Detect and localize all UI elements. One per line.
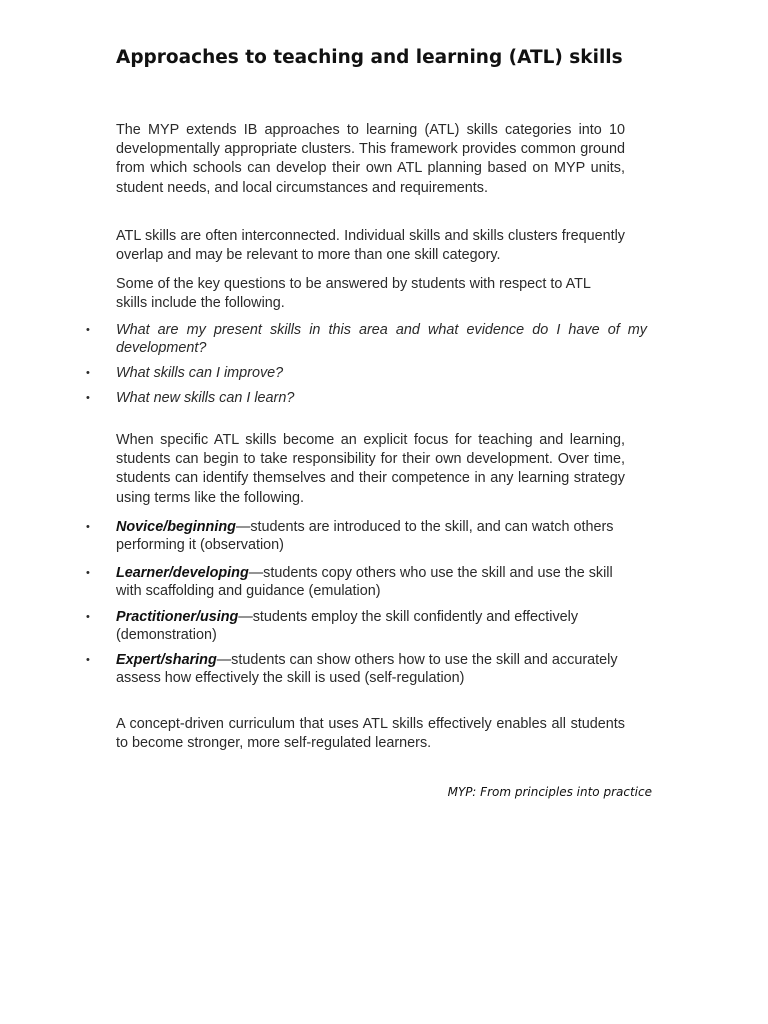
conclusion-paragraph: A concept-driven curriculum that uses ATL skills effectively enables all students to become stronger, more self-regulated learners. [116, 716, 625, 752]
level-term: Expert/sharing [116, 652, 217, 668]
question-text: What new skills can I learn? [116, 390, 295, 406]
intro-paragraph: The MYP extends IB approaches to learning (ATL) skills categories into 10 developmentally appropriate clusters. This framework provides common ground from which schools can develop their own ATL planning based on MYP units, student needs, and local circumstances and requirements. [116, 122, 625, 196]
bullet-icon: • [86, 367, 90, 379]
level-description: —students are introduced to the skill, and can watch others performing it (observation) [116, 519, 614, 553]
bullet-icon: • [86, 611, 90, 623]
bullet-icon: • [86, 392, 90, 404]
question-text: What are my present skills in this area and what evidence do I have of my development? [116, 322, 647, 356]
bullet-icon: • [86, 654, 90, 666]
bullet-icon: • [86, 567, 90, 579]
bullet-icon: • [86, 521, 90, 533]
bullet-icon: • [86, 324, 90, 336]
interconnected-paragraph: ATL skills are often interconnected. Individual skills and skills clusters frequently overlap and may be relevant to more than one skill category. [116, 228, 625, 264]
level-term: Novice/beginning [116, 519, 236, 535]
level-text [116, 518, 626, 554]
skills-focus-paragraph: When specific ATL skills become an explicit focus for teaching and learning, students can begin to take responsibility for their own development. Over time, students can identify themselves and their competence in any learning strategy using terms like the following. [116, 432, 625, 506]
key-questions-paragraph: Some of the key questions to be answered by students with respect to ATL skills include the following. [116, 276, 591, 312]
level-description: —students employ the skill confidently and effectively (demonstration) [116, 609, 579, 643]
source-citation: MYP: From principles into practice [447, 785, 652, 799]
page-title: Approaches to teaching and learning (ATL) skills [116, 47, 623, 68]
level-text [116, 651, 626, 687]
level-description: —students can show others how to use the skill and accurately assess how effectively the skill is used (self-regulation) [116, 652, 618, 686]
question-text: What skills can I improve? [116, 365, 284, 381]
level-term: Learner/developing [116, 565, 249, 581]
level-text [116, 564, 626, 600]
level-text [116, 608, 626, 644]
level-term: Practitioner/using [116, 609, 239, 625]
level-description: —students copy others who use the skill and use the skill with scaffolding and guidance (emulation) [116, 565, 613, 599]
